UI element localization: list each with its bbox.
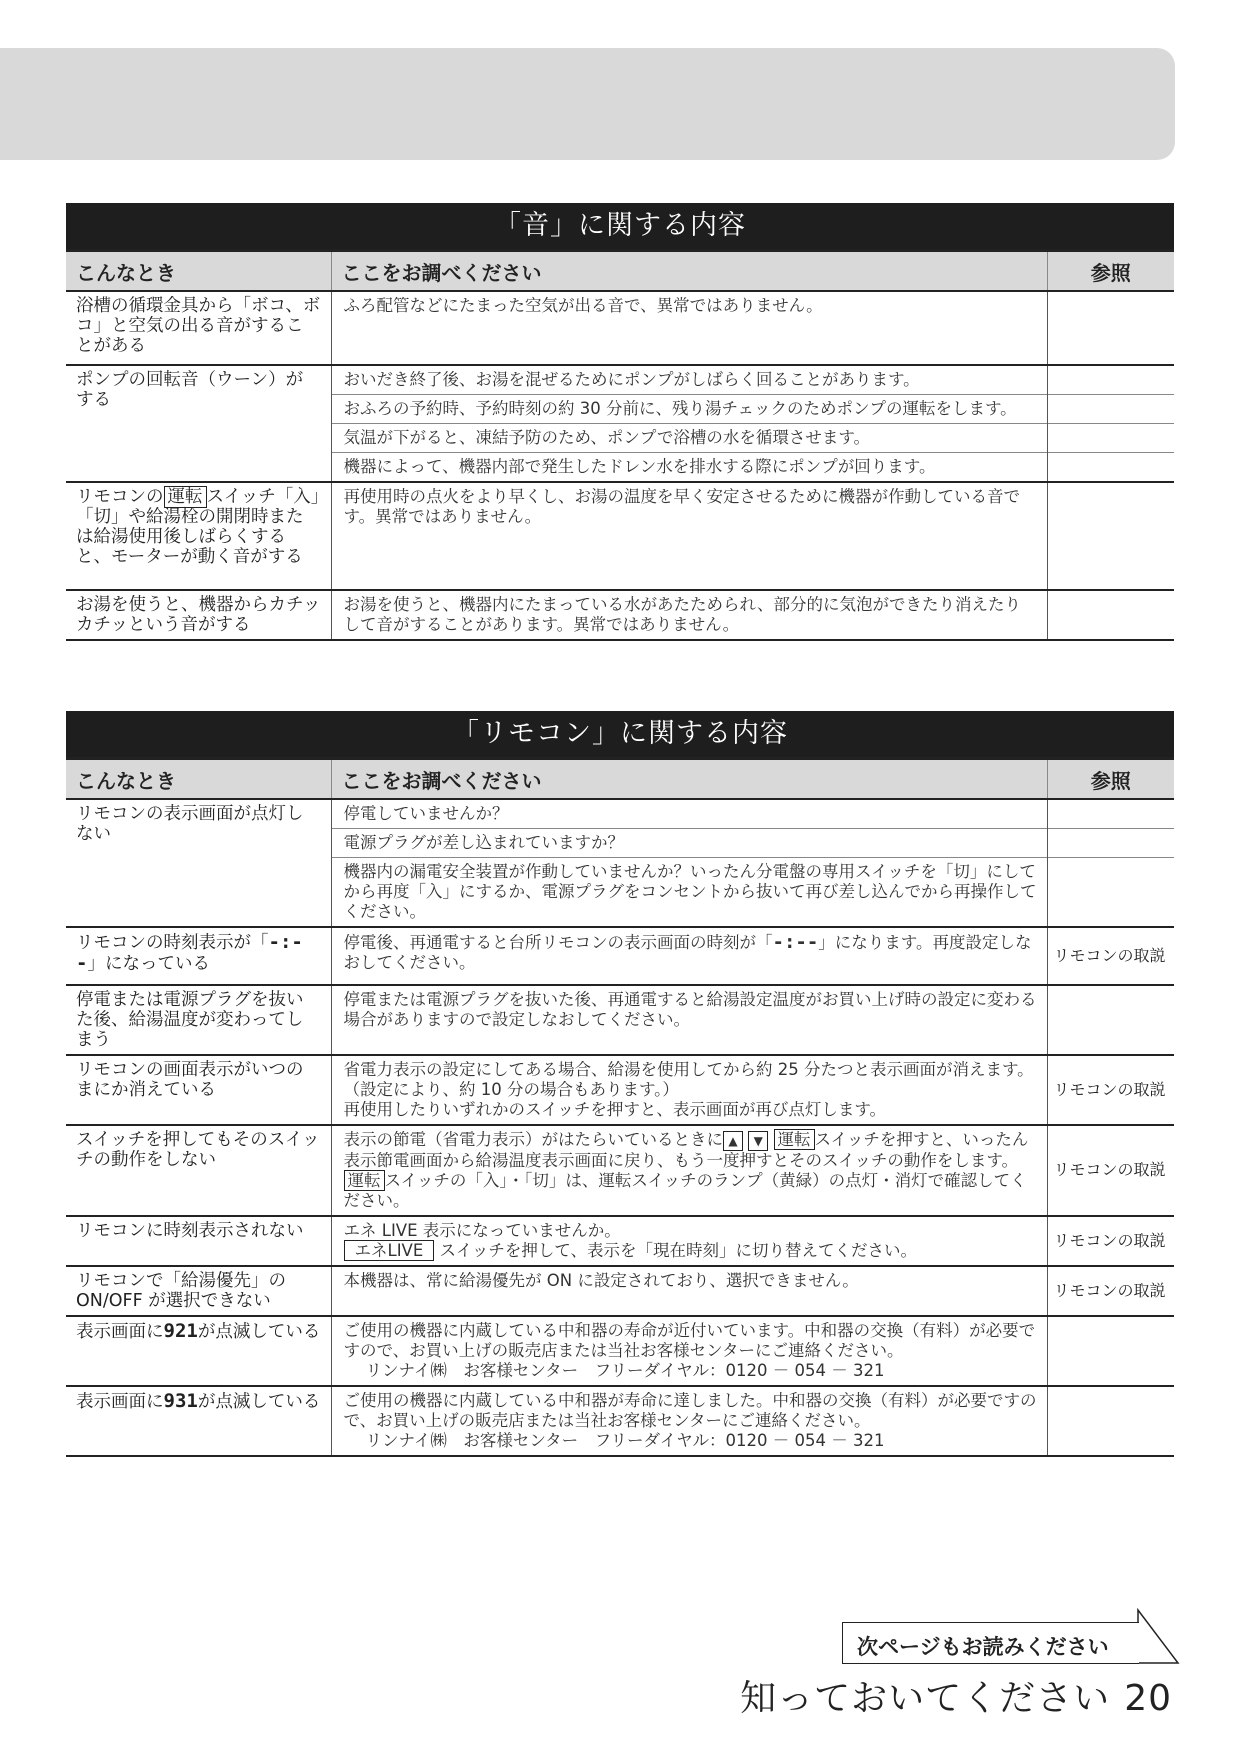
answer-cell: エネ LIVE 表示になっていませんか。 エネLIVE スイッチを押して、表示を「現在時刻」に切り替えてください。 [331, 1216, 1047, 1266]
question-cell: スイッチを押してもそのスイッチの動作をしない [66, 1125, 331, 1216]
question-cell: リモコンの 運転 スイッチ「入」「切」や給湯栓の開閉時または給湯使用後しばらくすると、モーターが動く音がする [66, 482, 331, 590]
answer-cell: 気温が下がると、凍結予防のため、ポンプで浴槽の水を循環させます。 [331, 424, 1047, 453]
question-cell: 浴槽の循環金具から「ボコ、ボコ」と空気の出る音がすることがある [66, 291, 331, 365]
answer-cell: ご使用の機器に内蔵している中和器が寿命に達しました。中和器の交換（有料）が必要ですので、お買い上げの販売店または当社お客様センターにご連絡ください。 リンナイ㈱ お客様センター フリーダイヤル：0120 － 054 － 321 [331, 1386, 1047, 1456]
col-header-check: ここをお調べください [331, 251, 1047, 292]
col-header-ref: 参照 [1047, 759, 1174, 800]
question-cell: ポンプの回転音（ウーン）がする [66, 365, 331, 482]
remote-section [66, 711, 1174, 1457]
question-cell: リモコンに時刻表示されない [66, 1216, 331, 1266]
contact-line: リンナイ㈱ お客様センター フリーダイヤル：0120 － 054 － 321 [365, 1360, 885, 1380]
col-header-ref: 参照 [1047, 251, 1174, 292]
up-arrow-icon: ▲ [723, 1131, 743, 1151]
error-code-display: 931 [163, 1389, 198, 1412]
ene-live-switch-label: エネLIVE [344, 1240, 435, 1261]
answer-cell: おいだき終了後、お湯を混ぜるためにポンプがしばらく回ることがあります。 [331, 365, 1047, 395]
error-code-display: 921 [163, 1319, 198, 1342]
ref-cell [1047, 291, 1174, 365]
next-page-indicator [842, 1608, 1180, 1664]
ref-cell [1047, 365, 1174, 395]
answer-cell: 停電または電源プラグを抜いた後、再通電すると給湯設定温度がお買い上げ時の設定に変わる場合がありますので設定しなおしてください。 [331, 985, 1047, 1055]
sound-section [66, 203, 1174, 641]
remote-table [66, 757, 1174, 1457]
answer-cell: 機器内の漏電安全装置が作動していませんか？いったん分電盤の専用スイッチを「切」にしてから再度「入」にするか、電源プラグをコンセントから抜いて再び差し込んでから再操作してください。 [331, 858, 1047, 928]
col-header-check: ここをお調べください [331, 759, 1047, 800]
col-header-when: こんなとき [66, 759, 331, 800]
down-arrow-icon: ▼ [748, 1131, 768, 1151]
ref-cell: リモコンの取説 [1047, 927, 1174, 985]
question-cell: リモコンの表示画面が点灯しない [66, 799, 331, 927]
answer-cell: 本機器は、常に給湯優先が ON に設定されており、選択できません。 [331, 1266, 1047, 1316]
ref-cell [1047, 453, 1174, 483]
answer-cell: お湯を使うと、機器内にたまっている水があたためられ、部分的に気泡ができたり消えたりして音がすることがあります。異常ではありません。 [331, 590, 1047, 640]
ref-cell [1047, 424, 1174, 453]
question-cell: リモコンの画面表示がいつのまにか消えている [66, 1055, 331, 1125]
question-cell: 停電または電源プラグを抜いた後、給湯温度が変わってしまう [66, 985, 331, 1055]
answer-cell: 再使用時の点火をより早くし、お湯の温度を早く安定させるために機器が作動している音です。異常ではありません。 [331, 482, 1047, 590]
ref-cell: リモコンの取説 [1047, 1216, 1174, 1266]
question-cell: お湯を使うと、機器からカチッカチッという音がする [66, 590, 331, 640]
header-band [0, 48, 1175, 160]
answer-cell: ご使用の機器に内蔵している中和器の寿命が近付いています。中和器の交換（有料）が必要ですので、お買い上げの販売店または当社お客様センターにご連絡ください。 リンナイ㈱ お客様センター フリーダイヤル：0120 － 054 － 321 [331, 1316, 1047, 1386]
ref-cell: リモコンの取説 [1047, 1055, 1174, 1125]
answer-cell: おふろの予約時、予約時刻の約 30 分前に、残り湯チェックのためポンプの運転をします。 [331, 395, 1047, 424]
ref-cell [1047, 829, 1174, 858]
ref-cell: リモコンの取説 [1047, 1266, 1174, 1316]
clock-segment-display: -:-- [76, 931, 303, 974]
footer-title: 知っておいてください [740, 1678, 1111, 1719]
ref-cell [1047, 395, 1174, 424]
answer-cell: 機器によって、機器内部で発生したドレン水を排水する際にポンプが回ります。 [331, 453, 1047, 483]
question-cell: リモコンの時刻表示が「-:--」になっている [66, 927, 331, 985]
run-switch-label: 運転 [774, 1129, 815, 1150]
ref-cell [1047, 858, 1174, 928]
run-switch-label: 運転 [344, 1170, 385, 1191]
question-cell: 表示画面に921が点滅している [66, 1316, 331, 1386]
contact-line: リンナイ㈱ お客様センター フリーダイヤル：0120 － 054 － 321 [365, 1430, 885, 1450]
ref-cell [1047, 985, 1174, 1055]
section-title: 「リモコン」に関する内容 [66, 711, 1174, 757]
run-switch-label: 運転 [164, 486, 207, 508]
page-number: 20 [1124, 1678, 1172, 1719]
question-cell: 表示画面に931が点滅している [66, 1386, 331, 1456]
ref-cell [1047, 482, 1174, 590]
ref-cell [1047, 1386, 1174, 1456]
section-title: 「音」に関する内容 [66, 203, 1174, 249]
clock-segment-display: -:-- [772, 931, 819, 953]
page-footer [740, 1670, 1172, 1721]
ref-cell [1047, 590, 1174, 640]
question-cell: リモコンで「給湯優先」のON/OFF が選択できない [66, 1266, 331, 1316]
next-page-label: 次ページもお読みください [857, 1635, 1109, 1659]
col-header-when: こんなとき [66, 251, 331, 292]
sound-table [66, 249, 1174, 641]
answer-cell: 表示の節電（省電力表示）がはたらいているときに ▲ ▼ 運転 スイッチを押すと、いったん表示節電画面から給湯温度表示画面に戻り、もう一度押すとそのスイッチの動作をします。 運転 スイッチの「入」・「切」は、運転スイッチのランプ（黄緑）の点灯・消灯で確認してください。 [331, 1125, 1047, 1216]
ref-cell [1047, 799, 1174, 829]
answer-cell: 停電後、再通電すると台所リモコンの表示画面の時刻が「-:--」になります。再度設定しなおしてください。 [331, 927, 1047, 985]
answer-cell: 省電力表示の設定にしてある場合、給湯を使用してから約 25 分たつと表示画面が消えます。（設定により、約 10 分の場合もあります。） 再使用したりいずれかのスイッチを押すと、表示画面が再び点灯します。 [331, 1055, 1047, 1125]
next-page-box [842, 1622, 1139, 1664]
answer-cell: 停電していませんか？ [331, 799, 1047, 829]
answer-cell: 電源プラグが差し込まれていますか？ [331, 829, 1047, 858]
answer-cell: ふろ配管などにたまった空気が出る音で、異常ではありません。 [331, 291, 1047, 365]
ref-cell [1047, 1316, 1174, 1386]
ref-cell: リモコンの取説 [1047, 1125, 1174, 1216]
